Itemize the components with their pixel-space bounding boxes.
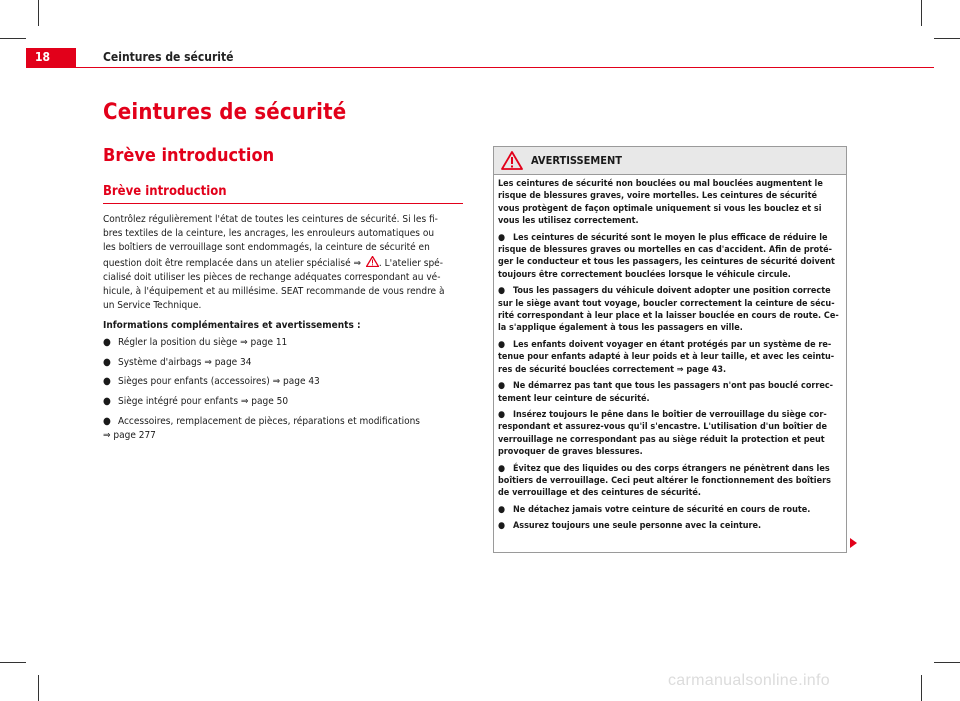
bullet-icon: ● [103, 376, 111, 388]
intro-line: hicule, à l'équipement et au millésime. SEAT recommande de vous rendre à [103, 286, 445, 298]
bullet-icon: ● [498, 339, 506, 350]
warning-line: la s'applique également à tous les passagers en ville. [498, 323, 743, 334]
subsection-rule [103, 203, 463, 204]
info-item[interactable] [103, 415, 463, 443]
warning-line: vous les utilisez correctement. [498, 216, 639, 227]
crop-mark [0, 662, 26, 663]
crop-mark [38, 675, 39, 701]
intro-line [103, 256, 461, 271]
page-number-tab [26, 48, 76, 68]
intro-line: un Service Technique. [103, 300, 202, 312]
bullet-icon: ● [498, 504, 506, 515]
bullet-icon: ● [103, 396, 111, 408]
info-item-text: Système d'airbags ⇒ page 34 [118, 356, 252, 368]
warning-item [498, 285, 843, 335]
info-item[interactable] [103, 336, 463, 350]
running-header-title: Ceintures de sécurité [103, 50, 234, 64]
info-item-text: ⇒ page 277 [103, 429, 156, 441]
warning-header [494, 147, 846, 175]
warning-body [498, 178, 843, 537]
warning-triangle-icon [501, 151, 523, 170]
intro-text: . L'atelier spé- [378, 257, 443, 269]
crop-mark [38, 0, 39, 26]
warning-line: Les enfants doivent voyager en étant protégés par un système de re- [513, 339, 832, 350]
continue-arrow-icon[interactable] [850, 538, 857, 548]
intro-paragraph [103, 213, 461, 313]
warning-line: risque de blessures graves ou mortelles en cas d'accident. Afin de proté- [498, 245, 832, 256]
info-list [103, 336, 463, 448]
bullet-icon: ● [103, 415, 111, 427]
warning-line: toujours être correctement bouclées lorsque le véhicule circule. [498, 269, 791, 280]
warning-line: Assurez toujours une seule personne avec la ceinture. [513, 521, 762, 532]
bullet-icon: ● [103, 337, 111, 348]
warning-item [498, 339, 843, 376]
bullet-icon: ● [498, 521, 506, 532]
info-item-text: Siège intégré pour enfants ⇒ page 50 [118, 396, 289, 408]
info-item[interactable] [103, 395, 463, 409]
warning-line: Les ceintures de sécurité sont le moyen le plus efficace de réduire le [513, 232, 828, 243]
chapter-title: Ceintures de sécurité [103, 100, 347, 125]
warning-item [498, 380, 843, 405]
warning-line: rité correspondant à leur place et la laisser bouclée en cours de route. Ce- [498, 311, 839, 322]
warning-line: de verrouillage et des ceintures de sécurité. [498, 488, 701, 499]
intro-line: les boîtiers de verrouillage sont endommagés, la ceinture de sécurité en [103, 242, 430, 254]
crop-mark [921, 0, 922, 26]
info-item-text: Accessoires, remplacement de pièces, réparations et modifications [118, 415, 420, 427]
bullet-icon: ● [498, 409, 506, 420]
crop-mark [921, 675, 922, 701]
page-number: 18 [35, 50, 51, 64]
warning-line: Ne détachez jamais votre ceinture de sécurité en cours de route. [513, 504, 811, 515]
warning-line: respondant et assurez-vous qu'il s'encastre. L'utilisation d'un boîtier de [498, 422, 827, 433]
info-item[interactable] [103, 356, 463, 370]
info-label: Informations complémentaires et avertissements : [103, 320, 361, 331]
warning-line: Ne démarrez pas tant que tous les passagers n'ont pas bouclé correc- [513, 381, 834, 392]
warning-page-link[interactable]: res de sécurité bouclées correctement ⇒ page 43. [498, 364, 727, 375]
warning-item [498, 504, 843, 516]
subsection-title: Brève introduction [103, 184, 227, 199]
warning-line: provoquer de graves blessures. [498, 447, 643, 458]
info-item[interactable] [103, 375, 463, 389]
info-item-text: Sièges pour enfants (accessoires) ⇒ page 43 [118, 376, 320, 388]
warning-line: vous protègent de façon optimale uniquement si vous les bouclez et si [498, 203, 822, 214]
crop-mark [934, 662, 960, 663]
warning-intro [498, 178, 843, 228]
bullet-icon: ● [498, 232, 506, 243]
intro-line: Contrôlez régulièrement l'état de toutes les ceintures de sécurité. Si les fi- [103, 214, 438, 225]
warning-line: verrouillage ne correspondant pas au siège réduit la protection et peut [498, 434, 825, 445]
header-rule [76, 67, 934, 68]
bullet-icon: ● [103, 356, 111, 368]
intro-text: question doit être remplacée dans un atelier spécialisé ⇒ [103, 257, 362, 269]
warning-line: Évitez que des liquides ou des corps étrangers ne pénètrent dans les [513, 463, 830, 474]
warning-item [498, 520, 843, 532]
warning-line: ger le conducteur et tous les passagers, les ceintures de sécurité doivent [498, 257, 835, 268]
warning-item [498, 463, 843, 500]
watermark: carmanualsonline.info [668, 672, 830, 689]
intro-line: bres textiles de la ceinture, les ancrages, les enrouleurs automatiques ou [103, 228, 435, 240]
bullet-icon: ● [498, 463, 506, 474]
warning-item [498, 232, 843, 282]
warning-item [498, 409, 843, 459]
warning-line: tenue pour enfants adapté à leur poids et à leur taille, et avec les ceintu- [498, 352, 835, 363]
info-item-text: Régler la position du siège ⇒ page 11 [118, 337, 288, 348]
warning-ref-icon[interactable] [366, 256, 379, 267]
bullet-icon: ● [498, 286, 506, 297]
warning-line: tement leur ceinture de sécurité. [498, 393, 650, 404]
crop-mark [0, 38, 26, 39]
warning-line: risque de blessures graves, voire mortelles. Les ceintures de sécurité [498, 191, 817, 202]
crop-mark [934, 38, 960, 39]
warning-line: sur le siège avant tout voyage, boucler correctement la ceinture de sécu- [498, 298, 835, 309]
warning-line: Les ceintures de sécurité non bouclées ou mal bouclées augmentent le [498, 179, 823, 189]
warning-line: Insérez toujours le pêne dans le boîtier de verrouillage du siège cor- [513, 409, 827, 420]
warning-box [493, 146, 847, 553]
warning-title: AVERTISSEMENT [531, 154, 623, 167]
warning-line: boîtiers de verrouillage. Ceci peut altérer le fonctionnement des boîtiers [498, 475, 831, 486]
intro-line: cialisé doit utiliser les pièces de rechange adéquates correspondant au vé- [103, 271, 441, 283]
section-title: Brève introduction [103, 145, 275, 166]
warning-line: Tous les passagers du véhicule doivent adopter une position correcte [513, 286, 831, 297]
bullet-icon: ● [498, 381, 506, 392]
